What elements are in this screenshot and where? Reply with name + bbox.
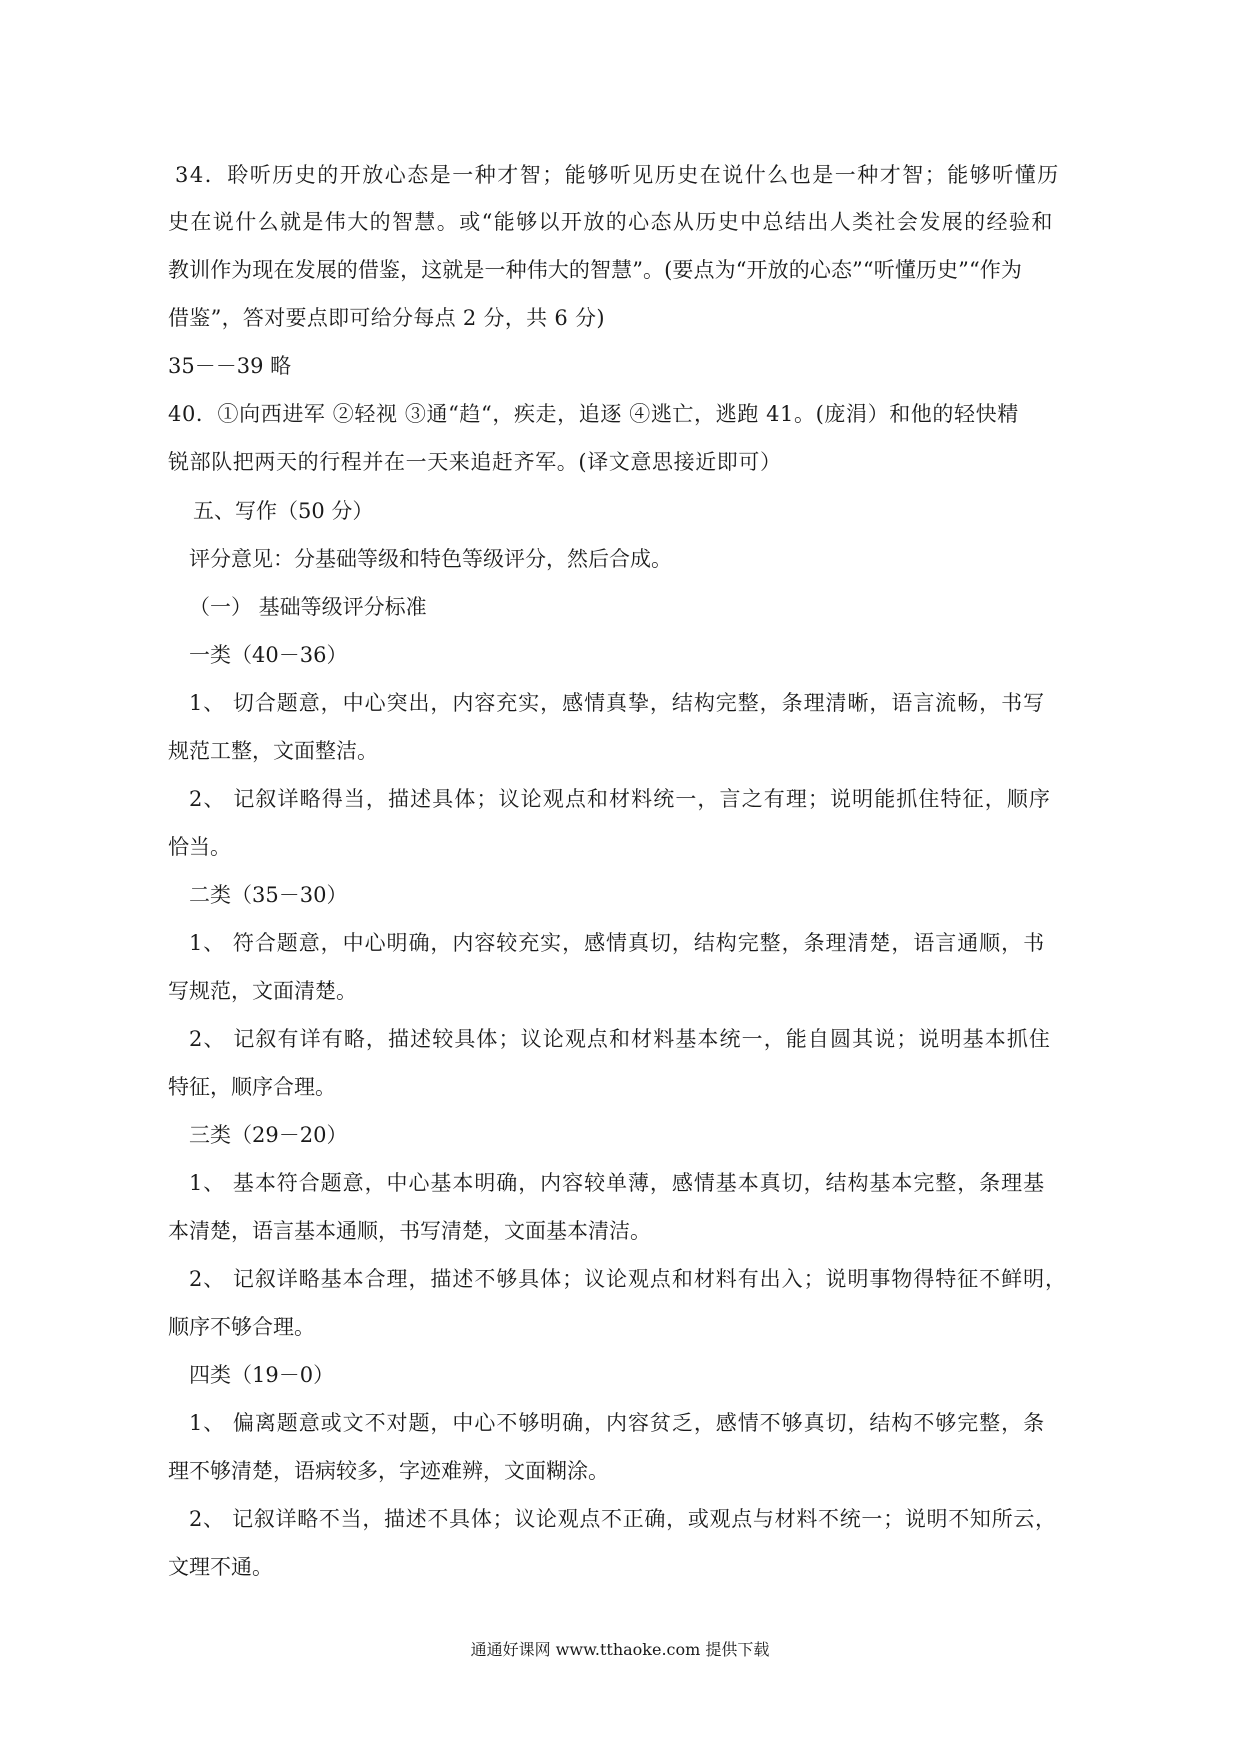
class-1-item-1-line-2: 规范工整，文面整洁。: [168, 739, 378, 763]
class-4-item-1-line-1: 1、 偏离题意或文不对题，中心不够明确，内容贫乏，感情不够真切，结构不够完整，条: [189, 1411, 1046, 1435]
class-4-heading: 四类（19－0）: [189, 1363, 335, 1387]
class-3-item-2-line-2: 顺序不够合理。: [168, 1315, 315, 1339]
class-2-item-2-line-2: 特征，顺序合理。: [168, 1075, 336, 1099]
answer-34-line-3: 教训作为现在发展的借鉴，这就是一种伟大的智慧”。(要点为“开放的心态”“听懂历史”“作为: [168, 258, 1023, 282]
class-2-item-1-line-1: 1、 符合题意，中心明确，内容较充实，感情真切，结构完整，条理清楚，语言通顺，书: [189, 931, 1046, 955]
class-3-heading: 三类（29－20）: [189, 1123, 348, 1147]
class-4-item-1-line-2: 理不够清楚，语病较多，字迹难辨，文面糊涂。: [168, 1459, 609, 1483]
class-2-heading: 二类（35－30）: [189, 883, 348, 907]
answer-40-41-line-2: 锐部队把两天的行程并在一天来追赶齐军。(译文意思接近即可）: [168, 450, 782, 474]
class-3-item-1-line-1: 1、 基本符合题意，中心基本明确，内容较单薄，感情基本真切，结构基本完整，条理基: [189, 1171, 1046, 1195]
class-2-item-2-line-1: 2、 记叙有详有略，描述较具体；议论观点和材料基本统一，能自圆其说；说明基本抓住: [189, 1027, 1052, 1051]
class-3-item-2-line-1: 2、 记叙详略基本合理，描述不够具体；议论观点和材料有出入；说明事物得特征不鲜明，: [189, 1267, 1067, 1291]
class-1-heading: 一类（40－36）: [189, 643, 348, 667]
class-4-item-2-line-2: 文理不通。: [168, 1555, 273, 1579]
class-4-item-2-line-1: 2、 记叙详略不当，描述不具体；议论观点不正确，或观点与材料不统一；说明不知所云，: [189, 1507, 1057, 1531]
class-1-item-2-line-2: 恰当。: [168, 835, 231, 859]
class-1-item-2-line-1: 2、 记叙详略得当，描述具体；议论观点和材料统一，言之有理；说明能抓住特征，顺序: [189, 787, 1052, 811]
answer-35-39: 35－－39 略: [168, 354, 292, 378]
answer-34-line-1: 34．聆听历史的开放心态是一种才智；能够听见历史在说什么也是一种才智；能够听懂历: [175, 163, 1060, 187]
scoring-opinion: 评分意见：分基础等级和特色等级评分，然后合成。: [189, 547, 672, 571]
section-writing-heading: 五、写作（50 分）: [193, 499, 374, 523]
class-2-item-1-line-2: 写规范，文面清楚。: [168, 979, 357, 1003]
answer-34-line-2: 史在说什么就是伟大的智慧。或“能够以开放的心态从历史中总结出人类社会发展的经验和: [168, 210, 1054, 234]
basic-level-heading: （一） 基础等级评分标准: [189, 595, 427, 619]
answer-34-line-4: 借鉴”，答对要点即可给分每点 2 分，共 6 分): [168, 306, 605, 330]
class-3-item-1-line-2: 本清楚，语言基本通顺，书写清楚，文面基本清洁。: [168, 1219, 651, 1243]
answer-40-41-line-1: 40．①向西进军 ②轻视 ③通“趋“，疾走，追逐 ④逃亡，逃跑 41。(庞涓）和他的轻快精: [168, 402, 1019, 426]
page-footer: 通通好课网 www.tthaoke.com 提供下载: [470, 1640, 770, 1659]
class-1-item-1-line-1: 1、 切合题意，中心突出，内容充实，感情真挚，结构完整，条理清晰，语言流畅，书写: [189, 691, 1046, 715]
